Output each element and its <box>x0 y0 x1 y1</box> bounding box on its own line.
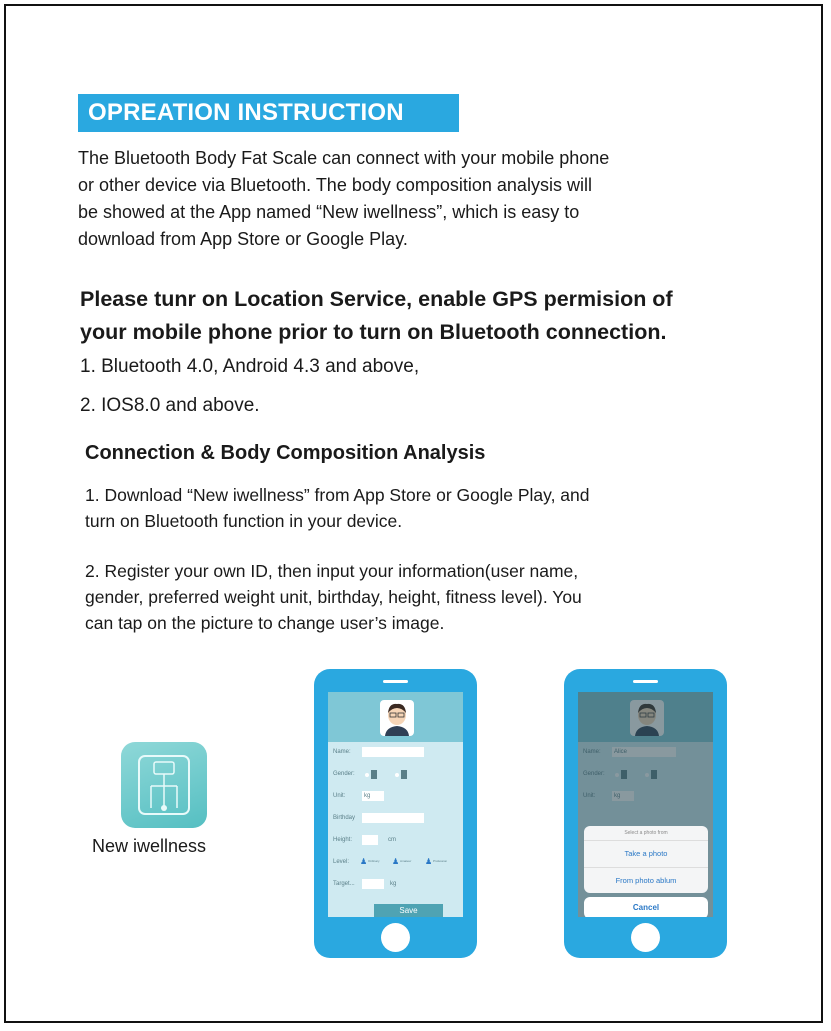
level-amateur-icon[interactable]: ♟ <box>392 857 400 866</box>
field-label: Name: <box>333 749 351 755</box>
step-line: gender, preferred weight unit, birthday, height, fitness level). You <box>85 587 582 607</box>
requirement-ios: 2. IOS8.0 and above. <box>80 395 260 416</box>
phone-registration <box>314 669 477 958</box>
field-label: Level: <box>333 859 350 865</box>
avatar[interactable] <box>380 700 414 736</box>
form-row-target <box>328 876 463 893</box>
step-2 <box>85 558 735 636</box>
phone-speaker <box>633 680 658 683</box>
form-row-gender <box>328 766 463 783</box>
level-ordinary: Ordinary <box>368 859 380 863</box>
intro-line: The Bluetooth Body Fat Scale can connect with your mobile phone <box>78 148 610 168</box>
form-row-height <box>328 832 463 849</box>
form-row-unit <box>328 788 463 805</box>
form-row-level <box>328 854 463 871</box>
page-title: OPREATION INSTRUCTION <box>78 94 459 132</box>
field-label: Gender: <box>333 771 355 777</box>
scale-icon <box>121 742 207 828</box>
user-avatar-icon <box>380 700 414 736</box>
field-label: Height: <box>333 837 353 843</box>
avatar-header <box>328 692 463 742</box>
action-sheet-title: Select a photo from <box>584 826 708 841</box>
cancel-button[interactable]: Cancel <box>584 897 708 917</box>
phone-speaker <box>383 680 408 683</box>
field-label: Birthday <box>333 815 356 821</box>
gps-notice <box>80 283 800 349</box>
level-profession-icon[interactable]: ♟ <box>425 857 433 866</box>
level-amateur: Amateur <box>400 859 412 863</box>
form-row-birthday <box>328 810 463 827</box>
home-button[interactable] <box>381 923 410 952</box>
target-input[interactable] <box>362 879 384 889</box>
step-line: can tap on the picture to change user’s image. <box>85 613 445 633</box>
app-icon[interactable] <box>121 742 207 828</box>
step-line: 2. Register your own ID, then input your information(user name, <box>85 561 579 581</box>
unit-select[interactable]: kg <box>362 791 384 801</box>
phone-screen <box>328 692 463 917</box>
level-ordinary-icon[interactable]: ♟ <box>360 857 368 866</box>
height-unit: cm <box>388 837 396 843</box>
intro-line: be showed at the App named “New iwellness”, which is easy to <box>78 202 580 222</box>
intro-line: or other device via Bluetooth. The body composition analysis will <box>78 175 592 195</box>
photo-action-sheet <box>584 826 708 893</box>
name-input[interactable] <box>362 747 424 757</box>
section-title: Connection & Body Composition Analysis <box>85 442 486 464</box>
level-profession: Profession <box>433 859 448 863</box>
gender-options-icon[interactable] <box>364 769 424 780</box>
birthday-input[interactable] <box>362 813 424 823</box>
take-photo-option[interactable]: Take a photo <box>584 841 708 868</box>
intro-line: download from App Store or Google Play. <box>78 229 408 249</box>
target-unit: kg <box>390 881 397 887</box>
field-label: Unit: <box>333 793 346 799</box>
form-row-name <box>328 744 463 761</box>
photo-album-option[interactable]: From photo ablum <box>615 876 677 885</box>
field-label: Target... <box>333 881 355 887</box>
intro-paragraph <box>78 145 768 253</box>
notice-line: Please tunr on Location Service, enable GPS permision of <box>80 287 673 311</box>
save-button[interactable]: Save <box>374 904 443 917</box>
home-button[interactable] <box>631 923 660 952</box>
notice-line: your mobile phone prior to turn on Bluetooth connection. <box>80 320 667 344</box>
step-line: turn on Bluetooth function in your device. <box>85 511 403 531</box>
step-line: 1. Download “New iwellness” from App Store or Google Play, and <box>85 485 590 505</box>
app-name: New iwellness <box>92 836 207 856</box>
phone-screen <box>578 692 713 917</box>
height-input[interactable] <box>362 835 378 845</box>
phone-photo-picker <box>564 669 727 958</box>
requirement-bluetooth: 1. Bluetooth 4.0, Android 4.3 and above, <box>80 356 420 377</box>
step-1 <box>85 482 735 534</box>
